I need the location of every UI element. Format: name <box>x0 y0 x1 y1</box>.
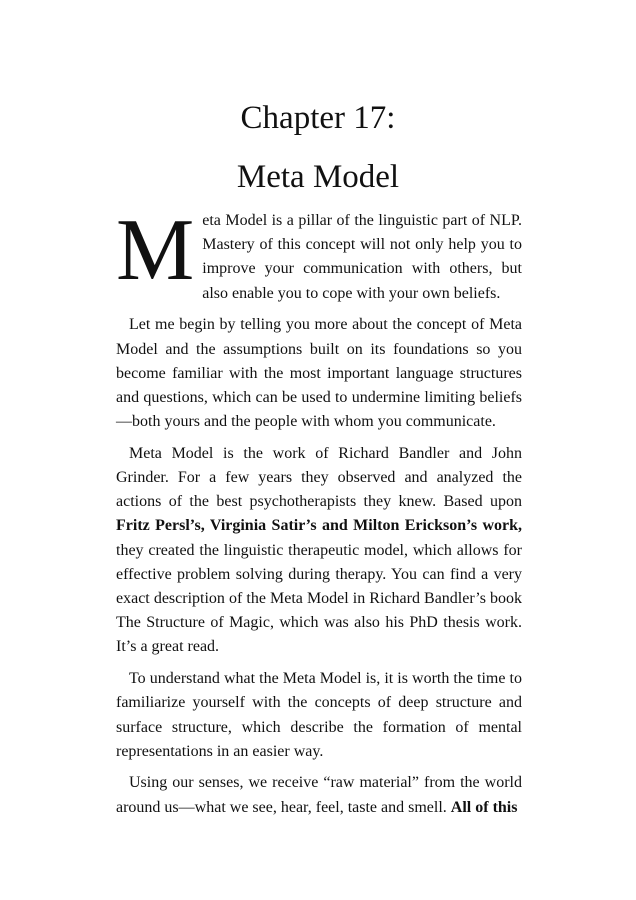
paragraph-3-bold-text: Fritz Persl’s, Virginia Satir’s and Milton Erickson’s work, <box>116 517 522 535</box>
chapter-title: Meta Model <box>236 159 400 195</box>
drop-cap-letter: M <box>116 202 195 299</box>
paragraph-5-text-start: Using our senses, we receive “raw material” from the world around us—what we see, hear, feel, taste and smell. <box>116 774 522 816</box>
paragraph-1-text: eta Model is a pillar of the linguistic part of NLP. Mastery of this concept will not only help you to improve your communication with others, but also enable you to cope with your own beliefs. <box>202 212 522 302</box>
chapter-number-heading: Chapter 17: <box>240 100 396 136</box>
paragraph-5-bold-text: All of this <box>450 798 518 816</box>
paragraph-4 <box>116 667 522 764</box>
paragraph-4-text: To understand what the Meta Model is, it is worth the time to familiarize yourself with the concepts of deep structure and surface structure, which describe the formation of mental representations in an easier way. <box>116 670 522 760</box>
paragraph-3 <box>116 442 522 660</box>
chapter-body <box>116 202 522 820</box>
paragraph-5 <box>116 771 522 819</box>
paragraph-2-text: Let me begin by telling you more about the concept of Meta Model and the assumptions built on its foundations so you become familiar with the most important language structures and questions, which can be used to undermine limiting beliefs —both yours and the people with whom you communicate. <box>116 316 522 431</box>
paragraph-2 <box>116 313 522 434</box>
paragraph-3-text-end: they created the linguistic therapeutic model, which allows for effective problem solving during therapy. You can find a very exact description of the Meta Model in Richard Bandler’s book The Structure of Magic, which was also his PhD thesis work. It’s a great read. <box>116 541 522 656</box>
paragraph-3-text-start: Meta Model is the work of Richard Bandler and John Grinder. For a few years they observed and analyzed the actions of the best psychotherapists they knew. Based upon <box>116 444 522 511</box>
paragraph-1 <box>116 202 522 306</box>
